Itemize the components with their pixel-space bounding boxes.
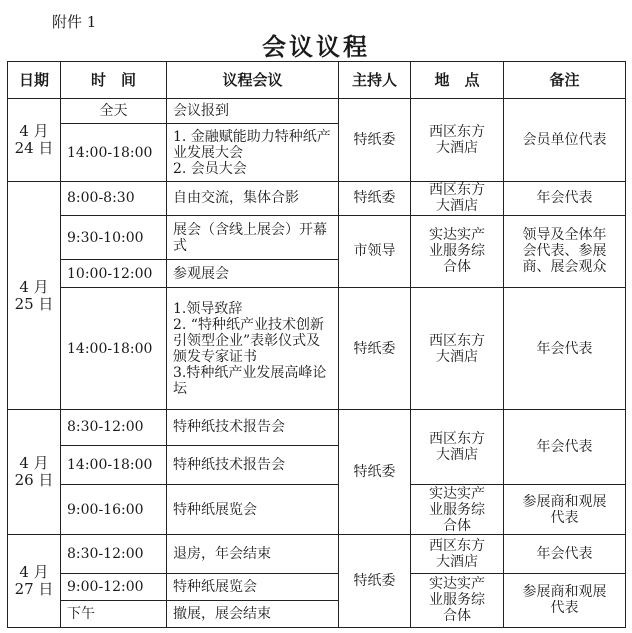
location-cell: 实达实产 业服务综 合体 bbox=[411, 215, 504, 287]
date-cell: 4 月 25 日 bbox=[8, 182, 61, 410]
location-cell: 西区东方 大酒店 bbox=[411, 182, 504, 216]
agenda-cell: 自由交流，集体合影 bbox=[167, 182, 339, 216]
header-notes: 备注 bbox=[504, 62, 626, 99]
location-cell: 西区东方 大酒店 bbox=[411, 98, 504, 181]
location-cell: 实达实产 业服务综 合体 bbox=[411, 573, 504, 627]
time-cell: 10:00-12:00 bbox=[61, 260, 167, 287]
agenda-cell: 1.领导致辞 2. “特种纸产业技术创新引领型企业”表彰仪式及颁发专家证书 3.特种纸产业发展高峰论坛 bbox=[167, 287, 339, 409]
annex-label: 附件 1 bbox=[52, 13, 97, 31]
location-cell: 西区东方 大酒店 bbox=[411, 535, 504, 574]
page-title: 会议议程 bbox=[262, 32, 370, 61]
note-cell: 年会代表 bbox=[504, 410, 626, 485]
location-cell: 西区东方 大酒店 bbox=[411, 410, 504, 485]
time-cell: 下午 bbox=[61, 601, 167, 628]
location-cell: 实达实产 业服务综 合体 bbox=[411, 485, 504, 535]
time-cell: 9:30-10:00 bbox=[61, 215, 167, 260]
agenda-cell: 展会（含线上展会）开幕式 bbox=[167, 215, 339, 260]
table-row bbox=[8, 215, 626, 260]
time-cell: 8:30-12:00 bbox=[61, 410, 167, 446]
date-cell: 4 月 24 日 bbox=[8, 98, 61, 181]
note-cell: 年会代表 bbox=[504, 182, 626, 216]
location-cell: 西区东方 大酒店 bbox=[411, 287, 504, 409]
time-cell: 9:00-12:00 bbox=[61, 573, 167, 600]
host-cell: 特纸委 bbox=[339, 535, 411, 628]
host-cell: 特纸委 bbox=[339, 287, 411, 409]
time-cell: 14:00-18:00 bbox=[61, 287, 167, 409]
table-row bbox=[8, 573, 626, 600]
host-cell: 特纸委 bbox=[339, 98, 411, 181]
agenda-cell: 特种纸技术报告会 bbox=[167, 445, 339, 485]
time-cell: 9:00-16:00 bbox=[61, 485, 167, 535]
note-cell: 会员单位代表 bbox=[504, 98, 626, 181]
agenda-cell: 退房，年会结束 bbox=[167, 535, 339, 574]
header-host: 主持人 bbox=[339, 62, 411, 99]
note-cell: 年会代表 bbox=[504, 287, 626, 409]
host-cell: 市领导 bbox=[339, 215, 411, 287]
note-cell: 参展商和观展 代表 bbox=[504, 485, 626, 535]
table-header-row bbox=[8, 62, 626, 99]
note-cell: 参展商和观展 代表 bbox=[504, 573, 626, 627]
table-row bbox=[8, 182, 626, 216]
note-cell: 年会代表 bbox=[504, 535, 626, 574]
table-row bbox=[8, 535, 626, 574]
agenda-cell: 特种纸技术报告会 bbox=[167, 410, 339, 446]
agenda-cell: 撤展，展会结束 bbox=[167, 601, 339, 628]
agenda-cell: 1. 金融赋能助力特种纸产业发展大会 2. 会员大会 bbox=[167, 124, 339, 182]
time-cell: 14:00-18:00 bbox=[61, 124, 167, 182]
note-cell: 领导及全体年 会代表、参展 商、展会观众 bbox=[504, 215, 626, 287]
date-cell: 4 月 26 日 bbox=[8, 410, 61, 535]
header-location: 地 点 bbox=[411, 62, 504, 99]
agenda-cell: 参观展会 bbox=[167, 260, 339, 287]
date-cell: 4 月 27 日 bbox=[8, 535, 61, 628]
time-cell: 8:00-8:30 bbox=[61, 182, 167, 216]
table-row bbox=[8, 98, 626, 123]
agenda-table bbox=[7, 61, 626, 628]
host-cell: 特纸委 bbox=[339, 182, 411, 216]
agenda-cell: 会议报到 bbox=[167, 98, 339, 123]
time-cell: 14:00-18:00 bbox=[61, 445, 167, 485]
time-cell: 8:30-12:00 bbox=[61, 535, 167, 574]
table-row bbox=[8, 287, 626, 409]
agenda-cell: 特种纸展览会 bbox=[167, 573, 339, 600]
header-date: 日期 bbox=[8, 62, 61, 99]
header-time: 时 间 bbox=[61, 62, 167, 99]
agenda-cell: 特种纸展览会 bbox=[167, 485, 339, 535]
time-cell: 全天 bbox=[61, 98, 167, 123]
table-row bbox=[8, 485, 626, 535]
table-row bbox=[8, 410, 626, 446]
host-cell: 特纸委 bbox=[339, 410, 411, 535]
header-agenda: 议程会议 bbox=[167, 62, 339, 99]
